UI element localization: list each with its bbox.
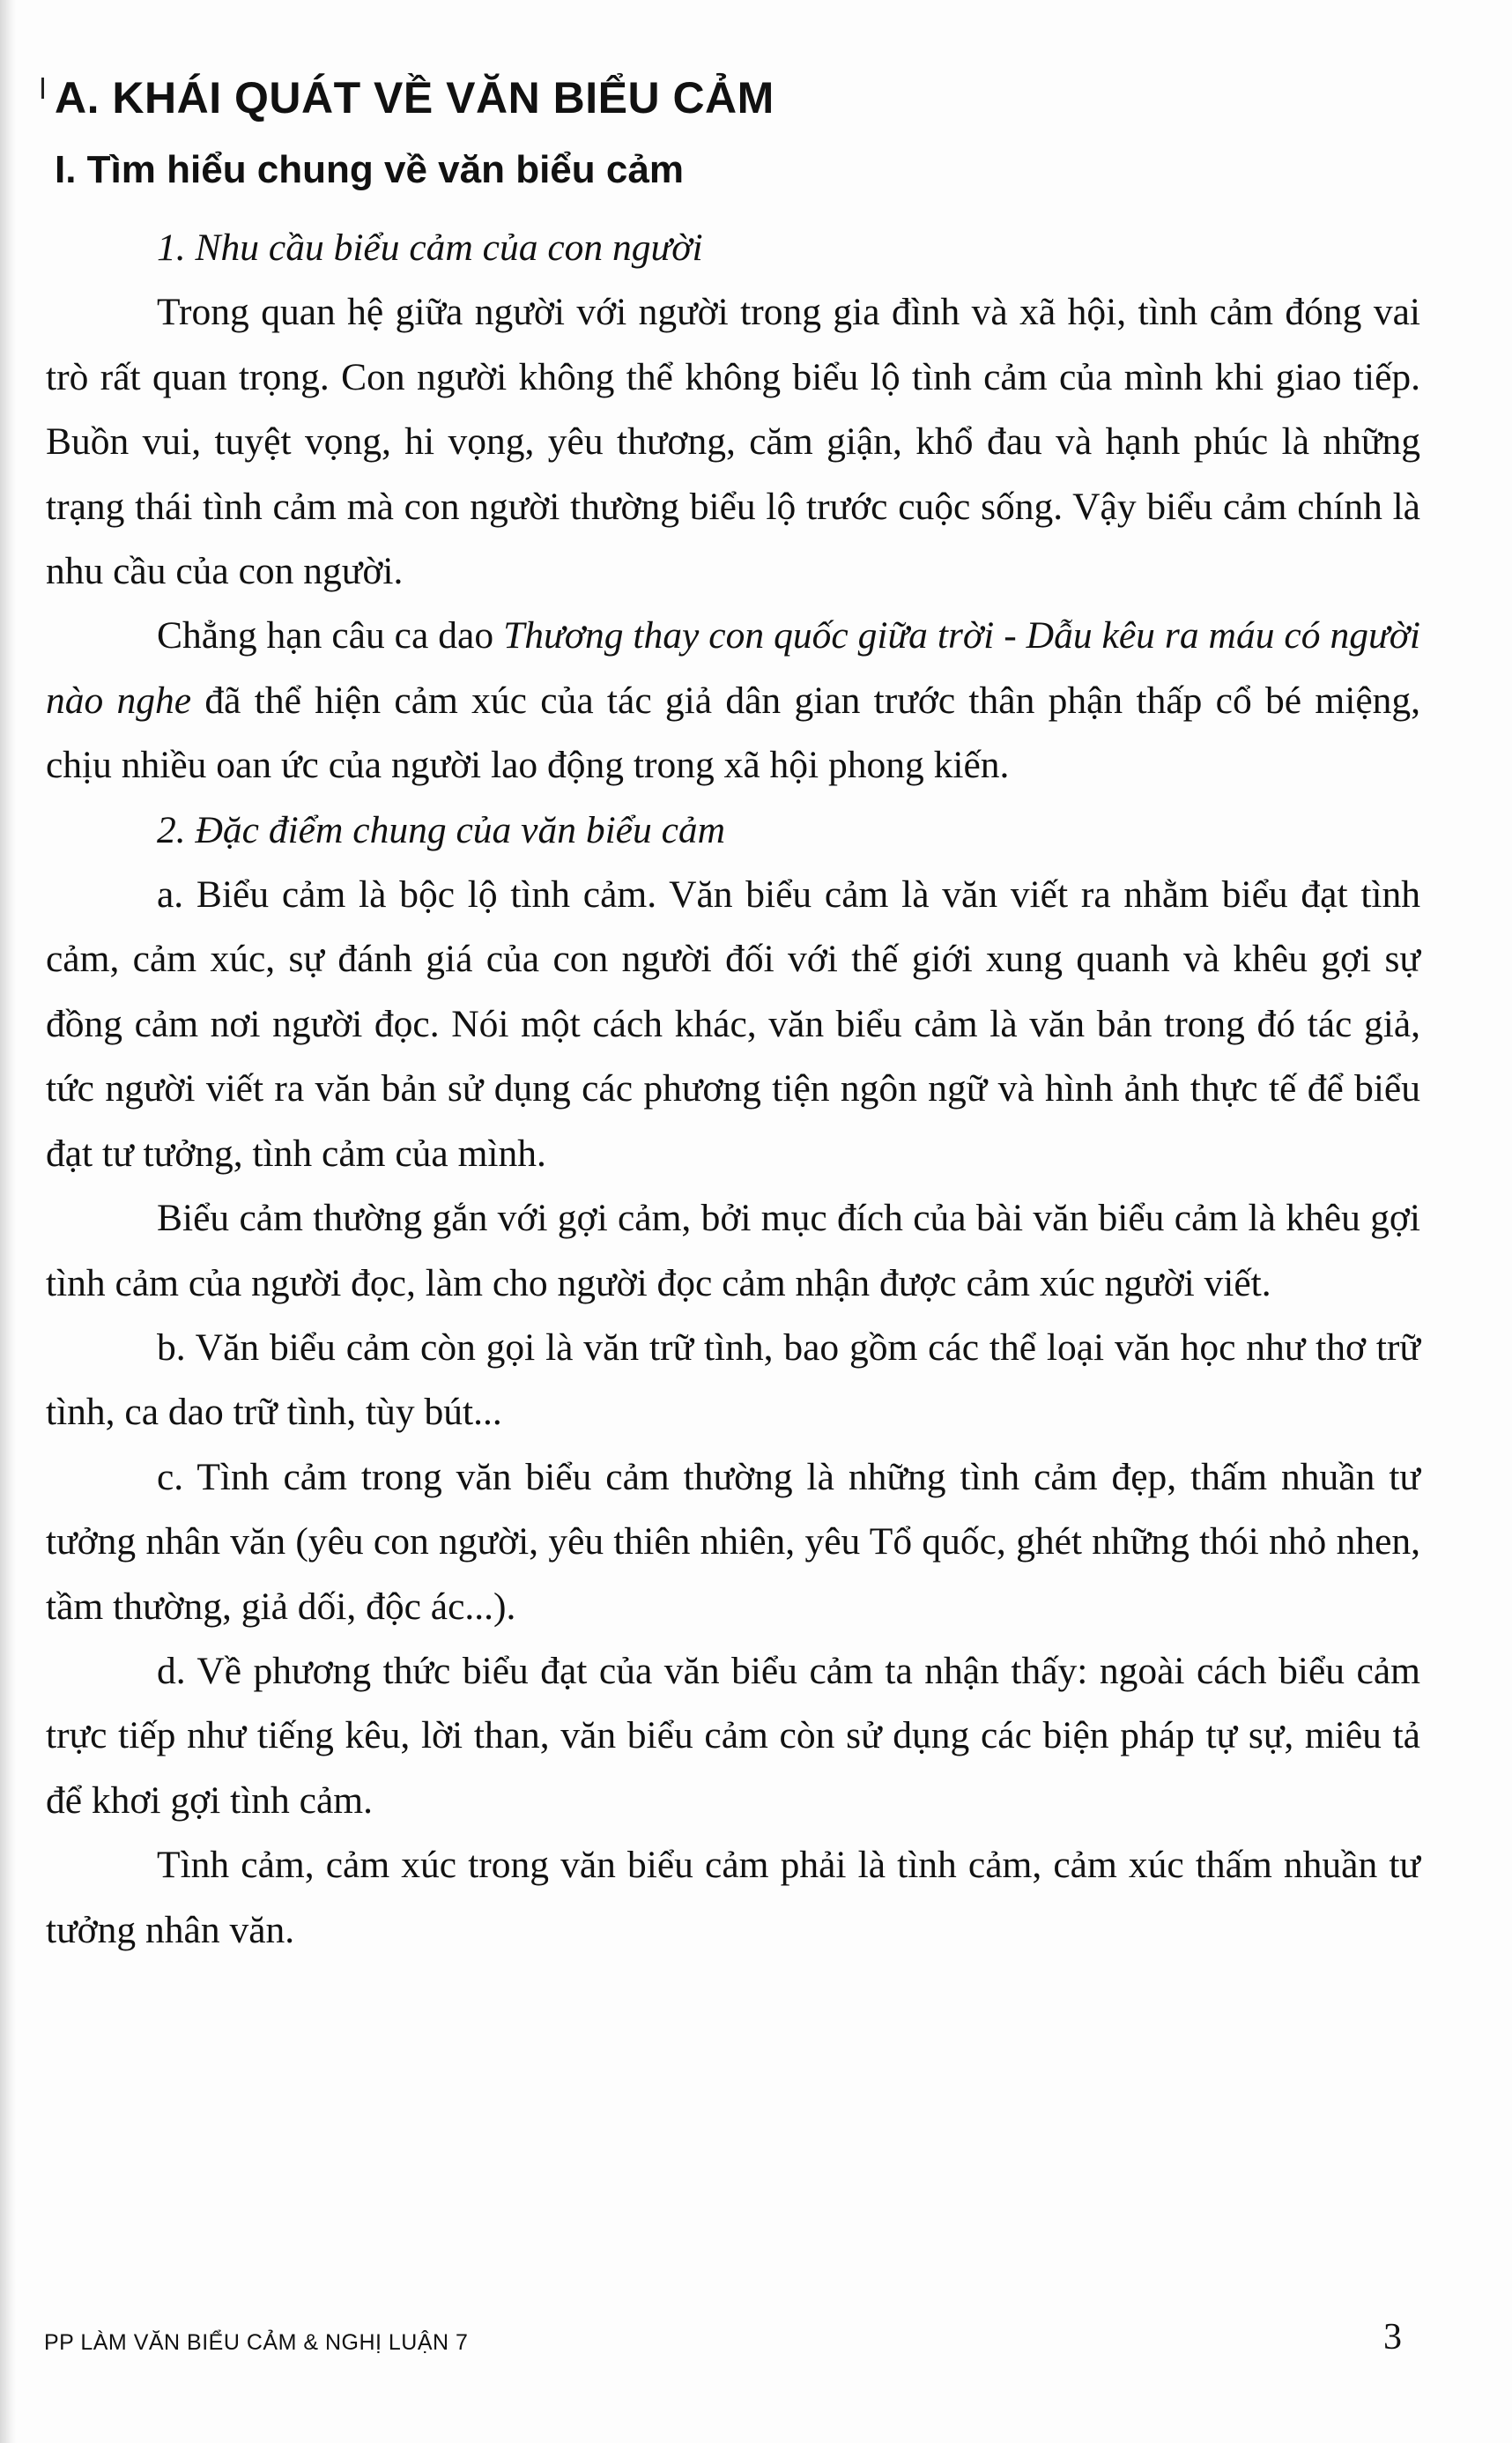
- paragraph-2: [46, 604, 1420, 798]
- body-text: [46, 216, 1420, 1963]
- paragraph-2-before: Chẳng hạn câu ca dao: [157, 614, 504, 657]
- ca-dao-quote: Thương thay con quốc giữa trời - Dẫu kêu ra máu có người nào nghe: [46, 614, 1420, 722]
- sub-title: I. Tìm hiểu chung về văn biểu cảm: [55, 148, 684, 191]
- paragraph-c: c. Tình cảm trong văn biểu cảm thường là những tình cảm đẹp, thấm nhuần tư tưởng nhân văn (yêu con người, yêu thiên nhiên, yêu Tổ quốc, ghét những thói nhỏ nhen, tầm thường, giả dối, độc ác...).: [46, 1455, 1420, 1628]
- paragraph-a: a. Biểu cảm là bộc lộ tình cảm. Văn biểu cảm là văn viết ra nhằm biểu đạt tình cảm, cảm xúc, sự đánh giá của con người đối với thế giới xung quanh và khêu gợi sự đồng cảm nơi người đọc. Nói một cách khác, văn biểu cảm là văn bản trong đó tác giả, tức người viết ra văn bản sử dụng các phương tiện ngôn ngữ và hình ảnh thực tế để biểu đạt tư tưởng, tình cảm của mình.: [46, 873, 1420, 1175]
- heading-1: 1. Nhu cầu biểu cảm của con người: [157, 226, 703, 269]
- paragraph-1: Trong quan hệ giữa người với người trong gia đình và xã hội, tình cảm đóng vai trò rất quan trọng. Con người không thể không biểu lộ tình cảm của mình khi giao tiếp. Buồn vui, tuyệt vọng, hi vọng, yêu thương, căm giận, khổ đau và hạnh phúc là những trạng thái tình cảm mà con người thường biểu lộ trước cuộc sống. Vậy biểu cảm chính là nhu cầu của con người.: [46, 291, 1420, 593]
- page-number: 3: [1383, 2317, 1402, 2358]
- paragraph-last: Tình cảm, cảm xúc trong văn biểu cảm phải là tình cảm, cảm xúc thấm nhuần tư tưởng nhân văn.: [46, 1844, 1420, 1951]
- heading-2: 2. Đặc điểm chung của văn biểu cảm: [157, 808, 726, 851]
- paragraph-a2: Biểu cảm thường gắn với gợi cảm, bởi mục đích của bài văn biểu cảm là khêu gợi tình cảm của người đọc, làm cho người đọc cảm nhận được cảm xúc người viết.: [46, 1197, 1420, 1304]
- paragraph-d: d. Về phương thức biểu đạt của văn biểu cảm ta nhận thấy: ngoài cách biểu cảm trực tiếp như tiếng kêu, lời than, văn biểu cảm còn sử dụng các biện pháp tự sự, miêu tả để khơi gợi tình cảm.: [46, 1649, 1420, 1822]
- page-edge-shadow: [0, 0, 16, 2443]
- section-title: A. KHÁI QUÁT VỀ VĂN BIỂU CẢM: [55, 73, 775, 123]
- footer-book-title: PP LÀM VĂN BIỂU CẢM & NGHỊ LUẬN 7: [44, 2330, 469, 2355]
- paragraph-2-after: đã thể hiện cảm xúc của tác giả dân gian trước thân phận thấp cổ bé miệng, chịu nhiều oan ức của người lao động trong xã hội phong kiến.: [46, 679, 1420, 787]
- margin-mark: [41, 78, 44, 99]
- paragraph-b: b. Văn biểu cảm còn gọi là văn trữ tình, bao gồm các thể loại văn học như thơ trữ tình, ca dao trữ tình, tùy bút...: [46, 1325, 1420, 1434]
